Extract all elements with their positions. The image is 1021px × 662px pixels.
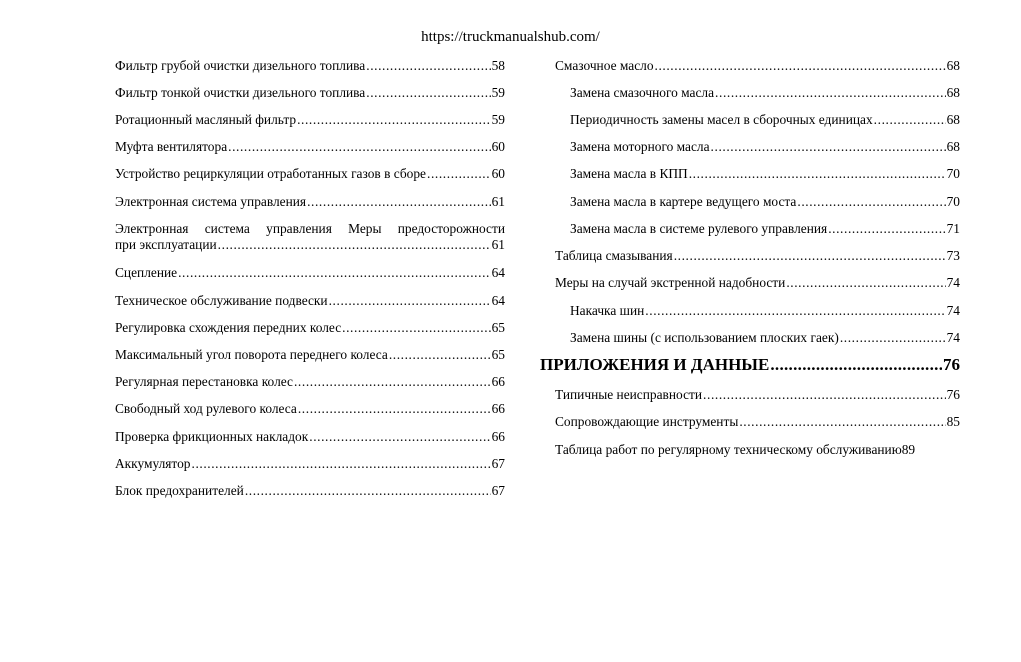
toc-leader-dots (294, 374, 491, 390)
toc-entry[interactable] (115, 265, 505, 281)
toc-entry-title: Муфта вентилятора (115, 139, 228, 154)
toc-leader-dots (645, 303, 945, 319)
toc-entry-page: 74 (946, 303, 960, 318)
toc-entry[interactable] (115, 112, 505, 128)
toc-entry[interactable] (115, 483, 505, 499)
toc-entry-title: Периодичность замены масел в сборочных единицах (570, 112, 873, 127)
toc-entry-title: Таблица работ по регулярному техническому обслуживанию (555, 442, 902, 457)
toc-subentry[interactable] (570, 139, 960, 155)
toc-entry-title-line2: при эксплуатации (115, 237, 217, 252)
toc-entry-page: 60 (491, 139, 505, 154)
toc-section-heading[interactable] (540, 357, 960, 373)
toc-entry-page: 73 (946, 248, 960, 263)
toc-entry[interactable] (115, 221, 505, 253)
toc-subentry[interactable] (570, 194, 960, 210)
toc-entry-page: 68 (946, 58, 960, 73)
toc-entry[interactable] (555, 414, 960, 430)
toc-entry-page: 76 (946, 387, 960, 402)
toc-entry-page: 67 (491, 483, 505, 498)
toc-leader-dots (366, 85, 490, 101)
toc-entry[interactable] (115, 194, 505, 210)
toc-leader-dots (307, 194, 491, 210)
toc-entry-title: Накачка шин (570, 303, 645, 318)
toc-entry-title: Замена шины (с использованием плоских гаек) (570, 330, 839, 345)
toc-subentry[interactable] (570, 166, 960, 182)
toc-leader-dots (770, 357, 942, 373)
toc-entry-page: 65 (491, 347, 505, 362)
toc-entry-page: 59 (491, 112, 505, 127)
toc-entry-page: 89 (901, 442, 916, 457)
toc-entry[interactable] (115, 401, 505, 417)
toc-entry[interactable] (115, 85, 505, 101)
toc-entry-title: Блок предохранителей (115, 483, 244, 498)
toc-subentry[interactable] (570, 221, 960, 237)
toc-entry-title: Регулировка схождения передних колес (115, 320, 342, 335)
toc-leader-dots (828, 221, 945, 237)
toc-entry-page: 68 (946, 139, 960, 154)
toc-leader-dots (178, 265, 491, 281)
header-url[interactable]: https://truckmanualshub.com/ (421, 29, 600, 45)
toc-entry[interactable] (115, 429, 505, 445)
toc-entry[interactable] (115, 347, 505, 363)
toc-entry-page: 68 (946, 112, 960, 127)
toc-entry-page: 61 (491, 194, 505, 209)
toc-entry-title: Максимальный угол поворота переднего колеса (115, 347, 388, 362)
toc-entry-title: Электронная система управления (115, 194, 307, 209)
toc-entry-title: Меры на случай экстренной надобности (555, 275, 786, 290)
toc-entry[interactable] (555, 387, 960, 403)
toc-entry-title-line1: Электронная система управления Меры предосторожности (115, 221, 505, 236)
toc-leader-dots (309, 429, 490, 445)
toc-leader-dots (703, 387, 946, 403)
toc-leader-dots (655, 58, 946, 74)
toc-entry-title: Техническое обслуживание подвески (115, 293, 328, 308)
toc-leader-dots (711, 139, 946, 155)
toc-entry-page: 85 (946, 414, 960, 429)
toc-leader-dots (342, 320, 490, 336)
toc-leader-dots (389, 347, 491, 363)
toc-leader-dots (218, 237, 491, 253)
toc-entry[interactable] (115, 320, 505, 336)
toc-entry-page: 66 (491, 401, 505, 416)
toc-entry-page: 70 (946, 166, 960, 181)
toc-entry-page: 66 (491, 374, 505, 389)
toc-entry-title: Ротационный масляный фильтр (115, 112, 297, 127)
toc-entry-title: Замена масла в системе рулевого управления (570, 221, 828, 236)
toc-section-page: 76 (943, 355, 960, 374)
toc-entry[interactable] (555, 275, 960, 291)
toc-subentry[interactable] (570, 303, 960, 319)
toc-entry-page: 64 (491, 265, 505, 280)
toc-entry-page: 59 (491, 85, 505, 100)
toc-entry[interactable] (115, 166, 505, 182)
toc-entry-page: 67 (491, 456, 505, 471)
toc-entry-page: 60 (491, 166, 505, 181)
toc-entry-title: Свободный ход рулевого колеса (115, 401, 297, 416)
toc-leader-dots (674, 248, 946, 264)
toc-entry[interactable] (115, 374, 505, 390)
toc-entry-title: Фильтр грубой очистки дизельного топлива (115, 58, 366, 73)
toc-leader-dots (366, 58, 490, 74)
toc-entry[interactable] (115, 139, 505, 155)
toc-leader-dots (427, 166, 491, 182)
toc-entry-page: 64 (491, 293, 505, 308)
toc-leader-dots (739, 414, 945, 430)
toc-entry-page: 71 (946, 221, 960, 236)
toc-entry-page: 61 (491, 237, 505, 252)
toc-entry-title: Таблица смазывания (555, 248, 673, 263)
toc-leader-dots (715, 85, 946, 101)
toc-subentry[interactable] (570, 85, 960, 101)
toc-entry-title: Устройство рециркуляции отработанных газов в сборе (115, 166, 427, 181)
toc-entry-title: Замена моторного масла (570, 139, 710, 154)
toc-entry[interactable] (555, 248, 960, 264)
toc-entry-title: Регулярная перестановка колес (115, 374, 293, 389)
toc-entry[interactable] (115, 456, 505, 472)
toc-entry[interactable] (115, 293, 505, 309)
toc-entry-page: 74 (946, 275, 960, 290)
toc-entry-title: Сцепление (115, 265, 178, 280)
toc-entry-title: Замена масла в картере ведущего моста (570, 194, 797, 209)
toc-leader-dots (786, 275, 945, 291)
toc-subentry[interactable] (570, 112, 960, 128)
toc-leader-dots (689, 166, 946, 182)
toc-entry-page: 66 (491, 429, 505, 444)
toc-entry[interactable] (555, 58, 960, 74)
toc-entry[interactable] (555, 442, 960, 458)
toc-leader-dots (797, 194, 945, 210)
toc-leader-dots (192, 456, 491, 472)
toc-entry-title: Смазочное масло (555, 58, 654, 73)
toc-leader-dots (298, 401, 491, 417)
toc-entry-page: 74 (946, 330, 960, 345)
toc-leader-dots (245, 483, 491, 499)
toc-entry-page: 68 (946, 85, 960, 100)
toc-entry-title: Замена смазочного масла (570, 85, 715, 100)
toc-subentry[interactable] (570, 330, 960, 346)
toc-leader-dots (297, 112, 491, 128)
toc-entry-title: Проверка фрикционных накладок (115, 429, 309, 444)
toc-entry-title: Замена масла в КПП (570, 166, 688, 181)
toc-entry-title: Аккумулятор (115, 456, 191, 471)
toc-leader-dots (329, 293, 491, 309)
toc-leader-dots (840, 330, 946, 346)
toc-entry-page: 70 (946, 194, 960, 209)
toc-entry-title: Сопровождающие инструменты (555, 414, 739, 429)
toc-section-title: ПРИЛОЖЕНИЯ И ДАННЫЕ (540, 355, 770, 374)
toc-entry-page: 58 (491, 58, 505, 73)
toc-entry[interactable] (115, 58, 505, 74)
toc-entry-page: 65 (491, 320, 505, 335)
toc-leader-dots (228, 139, 490, 155)
toc-entry-title: Фильтр тонкой очистки дизельного топлива (115, 85, 366, 100)
toc-entry-title: Типичные неисправности (555, 387, 703, 402)
toc-leader-dots (874, 112, 946, 128)
